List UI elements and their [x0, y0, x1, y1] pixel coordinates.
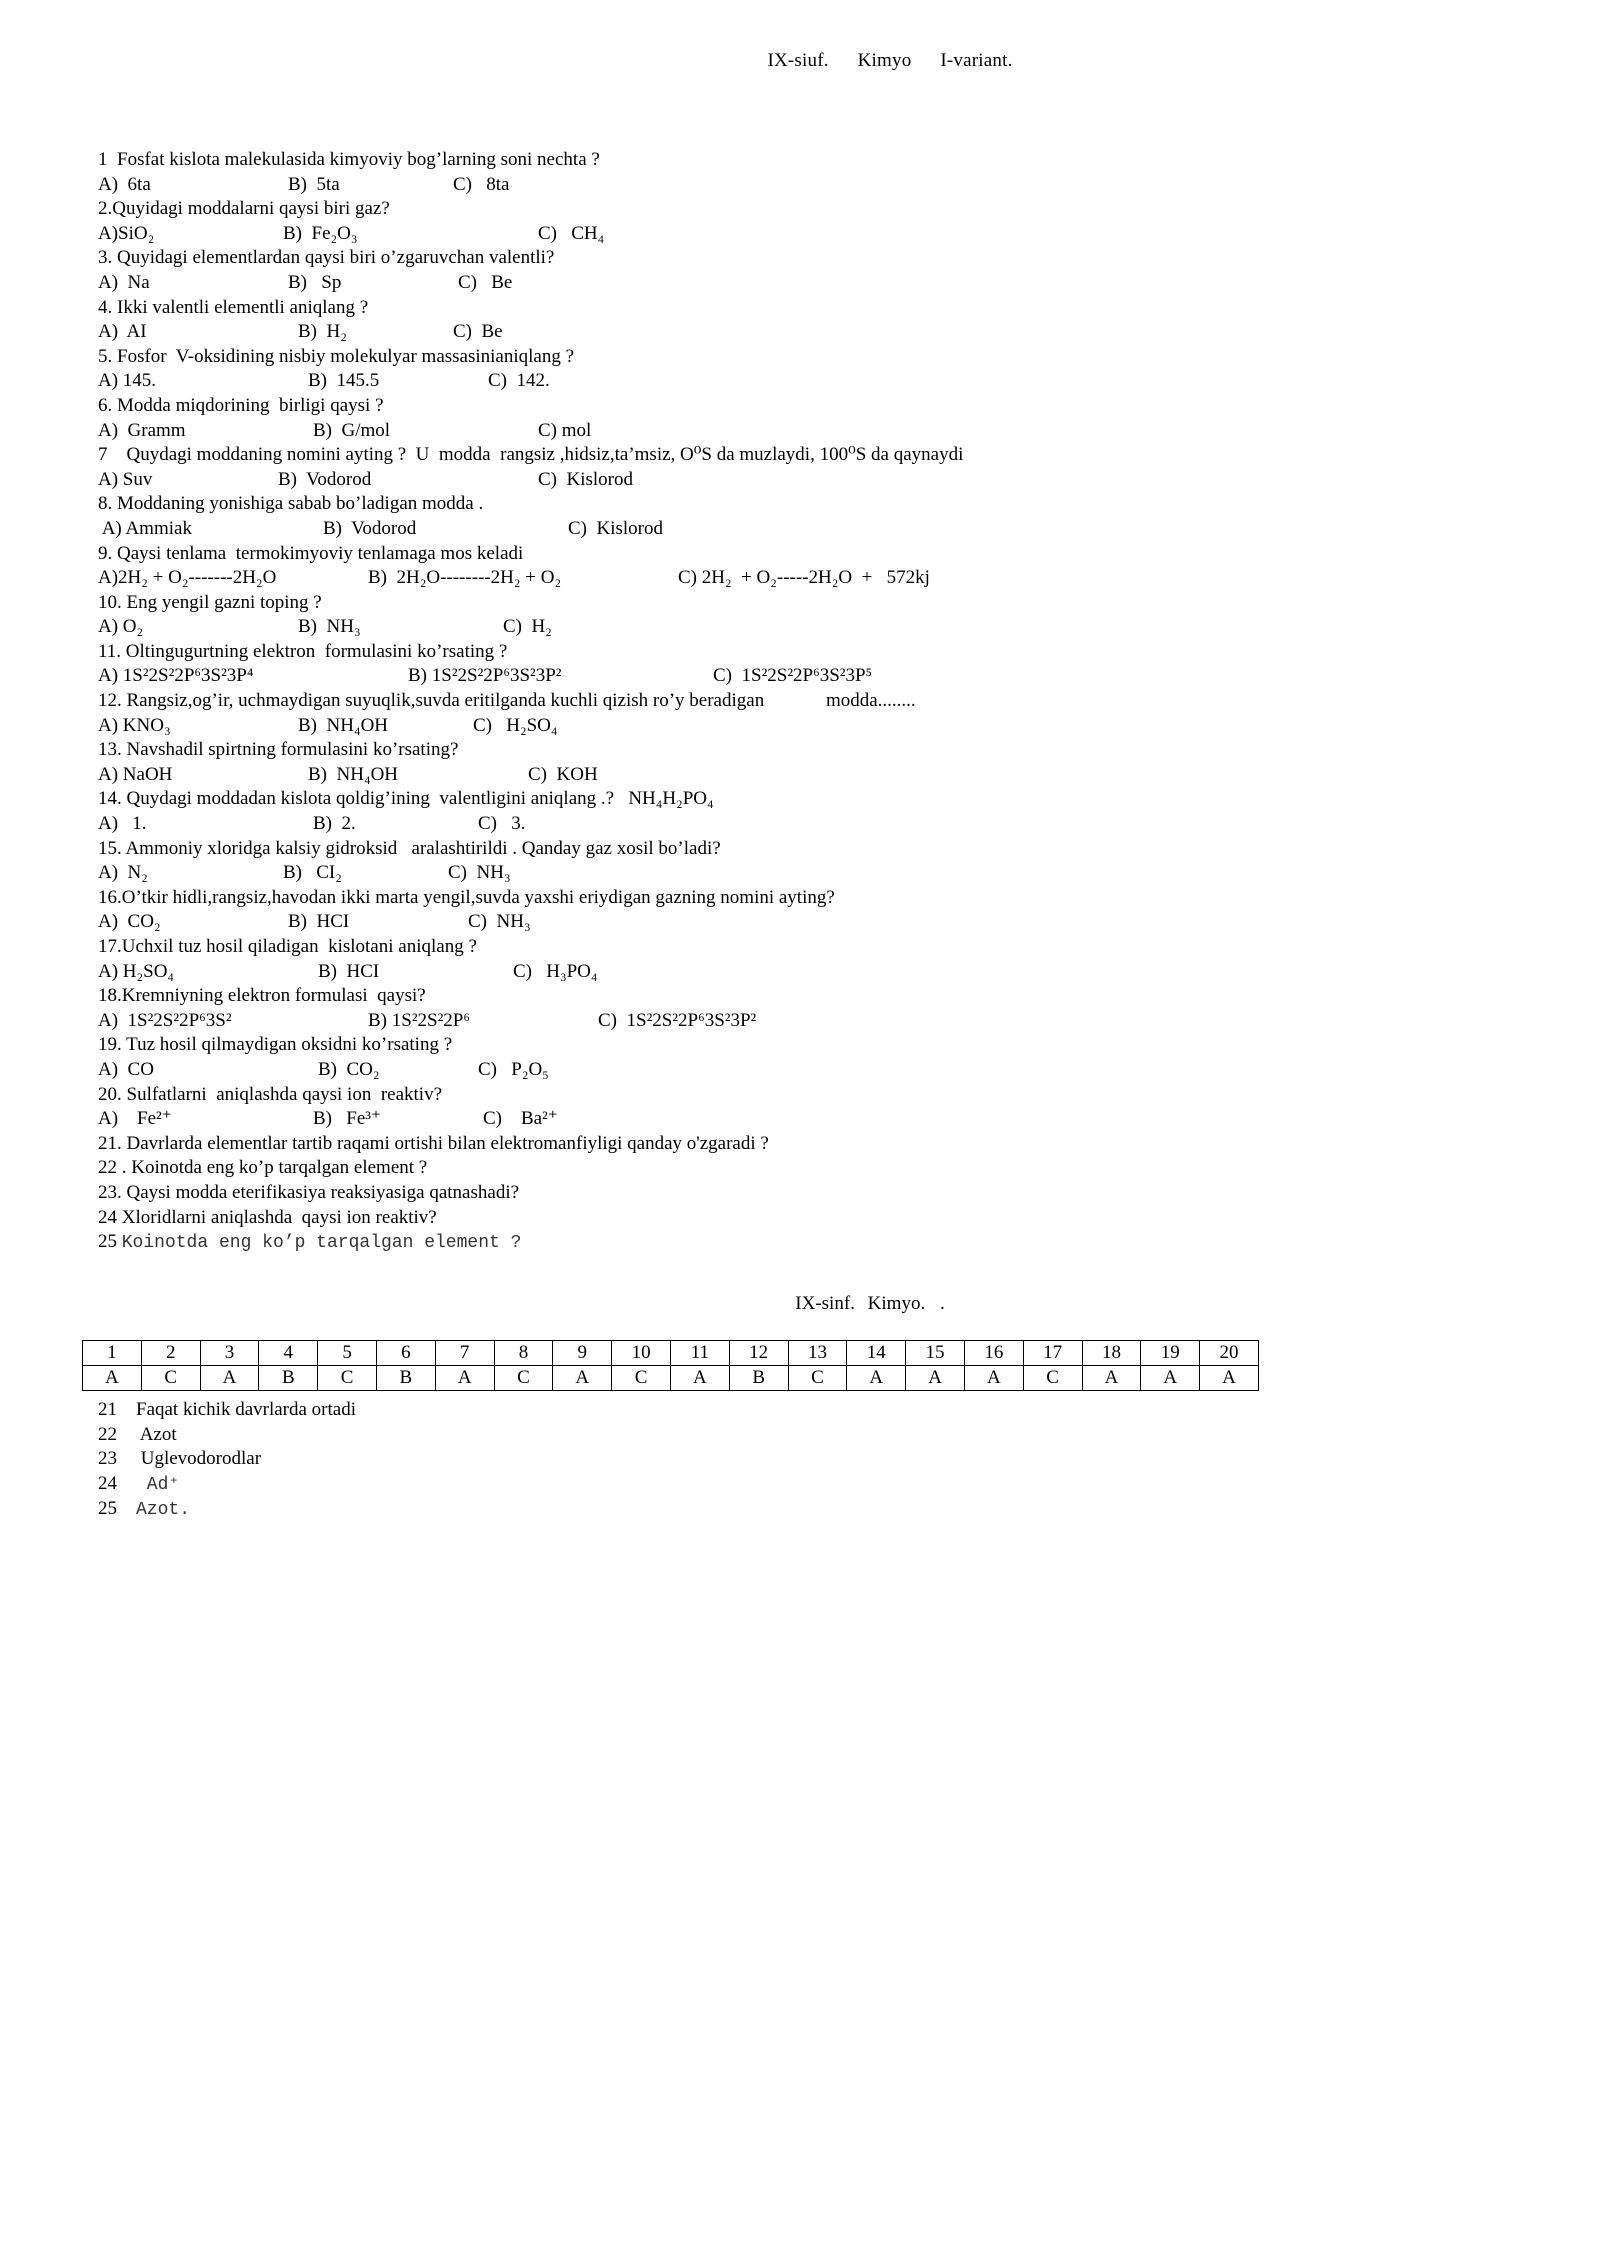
answer-key-answer: C — [788, 1366, 847, 1391]
option-b: B) Vodorod — [323, 517, 417, 539]
answer-key-table — [82, 1340, 1259, 1391]
open-answer — [98, 1447, 356, 1472]
option-c: C) H₂SO₄ — [473, 714, 558, 736]
question-text: Koinotda eng ko’p tarqalgan element ? — [121, 1233, 522, 1254]
key-subject: Kimyo. — [867, 1293, 926, 1314]
question-text: 7 Quydagi moddaning nomini ayting ? U modda rangsiz ,hidsiz,ta’msiz, O⁰S da muzlaydi, 100⁰S da qaynaydi — [98, 444, 964, 466]
option-b: B) HCI — [318, 960, 380, 982]
option-b: B) 1S²2S²2P⁶3S²3P² — [408, 665, 562, 687]
answer-key-number: 13 — [788, 1341, 847, 1366]
options-row — [98, 615, 1338, 640]
option-c: C) H₃PO₄ — [513, 960, 598, 982]
open-answer — [98, 1497, 356, 1523]
option-b: B) 1S²2S²2P⁶ — [368, 1009, 470, 1031]
open-question: 23. Qaysi modda eterifikasiya reaksiyasiga qatnashadi? — [98, 1181, 520, 1203]
option-c: C) Be — [453, 321, 503, 343]
option-c: C) 1S²2S²2P⁶3S²3P² — [598, 1009, 757, 1031]
answer-key-answer: C — [318, 1366, 377, 1391]
option-a: A)2H₂ + O₂-------2H₂O — [98, 567, 277, 589]
option-a: A) Ammiak — [98, 517, 192, 539]
option-b: B) 5ta — [288, 173, 340, 195]
question-text: 14. Quydagi moddadan kislota qoldig’ining valentligini aniqlang .? NH₄H₂PO₄ — [98, 788, 714, 810]
option-a: A) CO — [98, 1058, 154, 1080]
option-b: B) Fe₂O₃ — [283, 222, 358, 244]
option-a: A) N₂ — [98, 862, 148, 884]
open-question: 22 . Koinotda eng ko’p tarqalgan element ? — [98, 1157, 428, 1179]
answer-number: 21 — [98, 1399, 117, 1420]
option-b: B) H₂ — [298, 321, 347, 343]
option-a: A) Gramm — [98, 419, 186, 441]
option-a: A) KNO₃ — [98, 714, 171, 736]
answer-key-number: 14 — [847, 1341, 906, 1366]
option-c: C) Kislorod — [538, 468, 633, 490]
open-answer — [98, 1423, 356, 1448]
answer-text: Ad⁺ — [136, 1474, 180, 1495]
option-b: B) 2H₂O--------2H₂ + O₂ — [368, 567, 562, 589]
question-text: 18.Kremniyning elektron formulasi qaysi? — [98, 985, 426, 1007]
options-row — [98, 1058, 1338, 1083]
question-text: 12. Rangsiz,og’ir, uchmaydigan suyuqlik,suvda eritilganda kuchli qizish ro’y beradigan modda........ — [98, 690, 916, 712]
answer-key-number: 18 — [1082, 1341, 1141, 1366]
answer-key-answer: A — [670, 1366, 729, 1391]
answer-key-number: 7 — [435, 1341, 494, 1366]
answer-key-answer: A — [906, 1366, 965, 1391]
answer-key-answers-row — [83, 1366, 1259, 1391]
option-c: C) 3. — [478, 813, 526, 835]
option-b: B) NH₃ — [298, 616, 361, 638]
answer-key-number: 9 — [553, 1341, 612, 1366]
option-a: A) 1. — [98, 813, 147, 835]
answer-text: Azot. — [136, 1500, 191, 1521]
question-text: 10. Eng yengil gazni toping ? — [98, 591, 322, 613]
option-b: B) HCI — [288, 911, 350, 933]
option-b: B) NH₄OH — [298, 714, 389, 736]
answer-key-number: 3 — [200, 1341, 259, 1366]
question-text: 6. Modda miqdorining birligi qaysi ? — [98, 394, 384, 416]
option-c: C) NH₃ — [448, 862, 511, 884]
option-b: B) CO₂ — [318, 1058, 380, 1080]
answer-text: Azot — [136, 1423, 177, 1445]
options-row — [98, 763, 1338, 788]
question-text: 11. Oltingugurtning elektron formulasini ko’rsating ? — [98, 640, 508, 662]
question-list — [98, 148, 1338, 1255]
grade-label: IX-siuf. — [767, 50, 829, 71]
option-c: C) mol — [538, 419, 592, 441]
option-a: A) AI — [98, 321, 147, 343]
option-c: C) 142. — [488, 370, 550, 392]
answer-key-answer: B — [259, 1366, 318, 1391]
open-answers-list — [98, 1398, 356, 1523]
question-number: 25 — [98, 1231, 117, 1253]
option-c: C) 1S²2S²2P⁶3S²3P⁵ — [713, 665, 873, 687]
variant-label: I-variant. — [940, 50, 1013, 71]
answer-key-number: 17 — [1023, 1341, 1082, 1366]
option-b: B) 2. — [313, 813, 356, 835]
answer-key-answer: A — [964, 1366, 1023, 1391]
option-c: C) KOH — [528, 763, 598, 785]
option-c: C) P₂O₅ — [478, 1058, 549, 1080]
answer-key-number: 6 — [376, 1341, 435, 1366]
answer-key-number: 1 — [83, 1341, 142, 1366]
options-row — [98, 468, 1338, 493]
answer-number: 24 — [98, 1472, 117, 1494]
options-row — [98, 714, 1338, 739]
options-row — [98, 369, 1338, 394]
open-question: 24 Xloridlarni aniqlashda qaysi ion reaktiv? — [98, 1206, 437, 1228]
option-a: A) H₂SO₄ — [98, 960, 175, 982]
option-a: A) NaOH — [98, 763, 173, 785]
question-text: 1 Fosfat kislota malekulasida kimyoviy bog’larning soni nechta ? — [98, 149, 600, 170]
answer-key-answer: A — [83, 1366, 142, 1391]
key-grade: IX-sinf. — [795, 1293, 855, 1314]
options-row — [98, 173, 1338, 198]
question-text: 5. Fosfor V-oksidining nisbiy molekulyar massasinianiqlang ? — [98, 345, 575, 367]
options-row — [98, 271, 1338, 296]
options-row — [98, 1107, 1338, 1132]
options-row — [98, 664, 1338, 689]
open-question — [98, 1230, 1338, 1255]
answer-key-answer: C — [1023, 1366, 1082, 1391]
answer-key-answer: A — [200, 1366, 259, 1391]
question-text: 19. Tuz hosil qilmaydigan oksidni ko’rsating ? — [98, 1034, 453, 1056]
option-a: A) 6ta — [98, 173, 151, 195]
option-a: A) 145. — [98, 370, 157, 392]
option-a: A) Suv — [98, 468, 153, 490]
options-row — [98, 222, 1338, 247]
answer-key-number: 11 — [670, 1341, 729, 1366]
answer-key-answer: C — [141, 1366, 200, 1391]
option-a: A) O₂ — [98, 616, 144, 638]
question-text: 4. Ikki valentli elementli aniqlang ? — [98, 296, 369, 318]
answer-key-answer: A — [1141, 1366, 1200, 1391]
question-text: 15. Ammoniy xloridga kalsiy gidroksid aralashtirildi . Qanday gaz xosil bo’ladi? — [98, 837, 721, 859]
answer-key-answer: C — [612, 1366, 671, 1391]
option-a: A) 1S²2S²2P⁶3S² — [98, 1009, 232, 1031]
answer-key-number: 19 — [1141, 1341, 1200, 1366]
answer-key-numbers-row — [83, 1341, 1259, 1366]
option-b: B) Vodorod — [278, 468, 372, 490]
option-c: C) H₂ — [503, 616, 552, 638]
subject-label: Kimyo — [857, 50, 912, 71]
question-text: 17.Uchxil tuz hosil qiladigan kislotani aniqlang ? — [98, 936, 477, 957]
option-a: A) CO₂ — [98, 911, 161, 933]
answer-number: 25 — [98, 1498, 117, 1520]
question-text: 8. Moddaning yonishiga sabab bo’ladigan modda . — [98, 493, 484, 515]
options-row — [98, 910, 1338, 935]
answer-key-number: 20 — [1200, 1341, 1259, 1366]
option-c: C) 8ta — [453, 173, 510, 195]
question-text: 2.Quyidagi moddalarni qaysi biri gaz? — [98, 198, 390, 220]
option-b: B) 145.5 — [308, 370, 380, 392]
answer-text: Faqat kichik davrlarda ortadi — [136, 1399, 357, 1420]
answer-key-number: 12 — [729, 1341, 788, 1366]
answer-key-answer: C — [494, 1366, 553, 1391]
option-c: C) NH₃ — [468, 911, 531, 933]
option-b: B) CI₂ — [283, 862, 342, 884]
option-c: C) 2H₂ + O₂-----2H₂O + 572kj — [678, 567, 930, 589]
options-row — [98, 960, 1338, 985]
options-row — [98, 861, 1338, 886]
option-b: B) Fe³⁺ — [313, 1108, 381, 1130]
option-a: A) Na — [98, 271, 150, 293]
question-text: 9. Qaysi tenlama termokimyoviy tenlamaga mos keladi — [98, 542, 524, 564]
answer-key-number: 4 — [259, 1341, 318, 1366]
question-text: 16.O’tkir hidli,rangsiz,havodan ikki marta yengil,suvda yaxshi eriydigan gazning nomini ayting? — [98, 886, 835, 908]
answer-key-number: 8 — [494, 1341, 553, 1366]
open-answer — [98, 1398, 356, 1423]
key-dot: . — [939, 1293, 945, 1314]
answer-key-number: 15 — [906, 1341, 965, 1366]
option-c: C) Be — [458, 271, 513, 293]
options-row — [98, 1009, 1338, 1034]
options-row — [98, 419, 1338, 444]
options-row — [98, 517, 1338, 542]
answer-key-number: 10 — [612, 1341, 671, 1366]
option-c: C) CH₄ — [538, 222, 605, 244]
option-b: B) NH₄OH — [308, 763, 399, 785]
question-text: 20. Sulfatlarni aniqlashda qaysi ion reaktiv? — [98, 1083, 443, 1105]
answer-key-number: 16 — [964, 1341, 1023, 1366]
options-row — [98, 566, 1338, 591]
answer-key-number: 5 — [318, 1341, 377, 1366]
answer-text: Uglevodorodlar — [136, 1448, 262, 1470]
answer-key-answer: A — [1200, 1366, 1259, 1391]
answer-key-answer: A — [1082, 1366, 1141, 1391]
answer-number: 22 — [98, 1423, 117, 1445]
answer-key-answer: B — [376, 1366, 435, 1391]
option-c: C) Kislorod — [568, 517, 663, 539]
answer-key-number: 2 — [141, 1341, 200, 1366]
answer-number: 23 — [98, 1448, 117, 1470]
option-a: A) 1S²2S²2P⁶3S²3P⁴ — [98, 665, 254, 687]
open-answer — [98, 1472, 356, 1498]
option-a: A) Fe²⁺ — [98, 1108, 172, 1130]
question-text: 3. Quyidagi elementlardan qaysi biri o’zgaruvchan valentli? — [98, 247, 555, 269]
answer-key-title — [0, 1293, 1600, 1315]
answer-key-answer: A — [847, 1366, 906, 1391]
option-c: C) Ba²⁺ — [483, 1108, 558, 1130]
question-text: 13. Navshadil spirtning formulasini ko’rsating? — [98, 739, 459, 761]
options-row — [98, 812, 1338, 837]
answer-key-answer: A — [435, 1366, 494, 1391]
option-b: B) Sp — [288, 271, 342, 293]
option-b: B) G/mol — [313, 419, 391, 441]
answer-key-answer: B — [729, 1366, 788, 1391]
option-a: A)SiO₂ — [98, 222, 155, 244]
open-question: 21. Davrlarda elementlar tartib raqami ortishi bilan elektromanfiyligi qanday o'zgaradi ? — [98, 1132, 769, 1154]
options-row — [98, 320, 1338, 345]
page-title — [0, 50, 1600, 72]
answer-key-answer: A — [553, 1366, 612, 1391]
